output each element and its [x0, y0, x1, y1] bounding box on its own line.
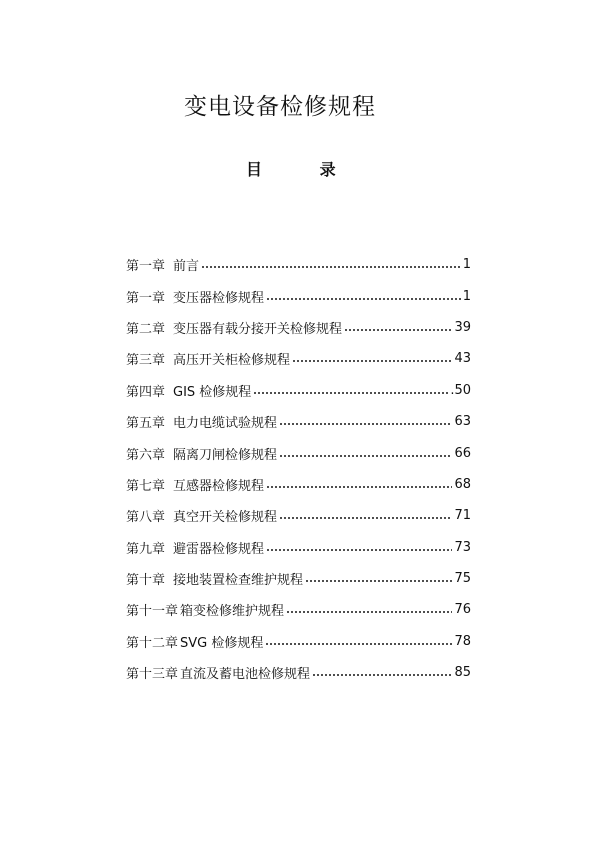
toc-entry-page-number: 68: [454, 476, 471, 492]
toc-entry-chapter: 第一章: [126, 290, 166, 306]
toc-entry-leader-dots: [279, 455, 452, 457]
toc-entry: [126, 469, 471, 500]
toc-entry-page-number: .50: [450, 382, 471, 398]
toc-entry-page-number: 73: [454, 539, 471, 555]
toc-entry-title: 隔离刀闸检修规程: [173, 447, 278, 463]
toc-entry: [126, 657, 471, 688]
toc-entry-leader-dots: [292, 360, 452, 362]
toc-entry: [126, 249, 471, 280]
toc-entry-title: GIS 检修规程: [173, 384, 252, 400]
toc-entry-chapter: 第十一章: [126, 604, 179, 620]
toc-entry: [126, 626, 471, 657]
toc-entry-chapter: 第十章: [126, 573, 166, 589]
document-title-text: 变电设备检修规程: [184, 94, 376, 120]
toc-entry-title: 箱变检修维护规程: [180, 604, 285, 620]
toc-entry-page-number: 63: [454, 414, 471, 430]
toc-entry-chapter: 第四章: [126, 384, 166, 400]
toc-entry-page-number: 1: [462, 257, 471, 273]
toc-entry: [126, 500, 471, 531]
toc-entry-leader-dots: [266, 549, 452, 551]
toc-heading: 目 录: [246, 160, 362, 179]
toc-entry-chapter: 第八章: [126, 510, 166, 526]
toc-entry-chapter: 第七章: [126, 478, 166, 494]
toc-entry: [126, 312, 471, 343]
toc-entry-page-number: 39: [454, 319, 471, 335]
toc-entry-title: 变压器有载分接开关检修规程: [173, 321, 343, 337]
toc-entry-title: 前言: [173, 259, 200, 275]
toc-entry-chapter: 第六章: [126, 447, 166, 463]
toc-entry-page-number: 1: [462, 288, 471, 304]
toc-entry-page-number: 66: [454, 445, 471, 461]
toc-entry-title: 互感器检修规程: [173, 478, 265, 494]
toc-entry-page-number: 76: [454, 602, 471, 618]
toc-entry-title: 避雷器检修规程: [173, 541, 265, 557]
toc-entry-title: 变压器检修规程: [173, 290, 265, 306]
toc-entry-chapter: 第十二章: [126, 635, 179, 651]
toc-entry: [126, 532, 471, 563]
toc-entry-leader-dots: [266, 486, 452, 488]
toc-entry-title: 高压开关柜检修规程: [173, 353, 291, 369]
toc-entry-title: 电力电缆试验规程: [173, 416, 278, 432]
toc-entry-leader-dots: [253, 392, 448, 394]
toc-entry: [126, 437, 471, 468]
document-title: [0, 88, 600, 121]
toc-entry-leader-dots: [344, 329, 452, 331]
toc-entry-page-number: 43: [454, 351, 471, 367]
toc-entry-chapter: 第九章: [126, 541, 166, 557]
toc-entry-page-number: 78: [454, 633, 471, 649]
toc-entry-chapter: 第二章: [126, 321, 166, 337]
toc-entry-title: 接地装置检查维护规程: [173, 573, 304, 589]
toc-entry-leader-dots: [279, 423, 452, 425]
toc-entry-leader-dots: [201, 266, 461, 268]
toc-entry: [126, 280, 471, 311]
toc-entry-title: 真空开关检修规程: [173, 510, 278, 526]
toc-entry: [126, 594, 471, 625]
toc-entry-chapter: 第五章: [126, 416, 166, 432]
toc-entry-leader-dots: [279, 517, 452, 519]
toc-entry-page-number: 71: [454, 508, 471, 524]
toc-entry-leader-dots: [266, 298, 461, 300]
toc-entry: [126, 343, 471, 374]
toc-entry-chapter: 第十三章: [126, 667, 179, 683]
toc-entry: [126, 406, 471, 437]
toc-entry-title: 直流及蓄电池检修规程: [180, 667, 311, 683]
toc-entry-leader-dots: [305, 580, 452, 582]
table-of-contents: [126, 249, 471, 688]
toc-entry-page-number: 85: [454, 665, 471, 681]
toc-entry-leader-dots: [312, 674, 452, 676]
toc-entry-title: SVG 检修规程: [180, 635, 264, 651]
toc-entry-leader-dots: [286, 611, 452, 613]
toc-entry-leader-dots: [265, 643, 452, 645]
toc-entry-chapter: 第三章: [126, 353, 166, 369]
toc-entry: [126, 375, 471, 406]
toc-entry-chapter: 第一章: [126, 259, 166, 275]
toc-entry: [126, 563, 471, 594]
toc-entry-page-number: 75: [454, 571, 471, 587]
